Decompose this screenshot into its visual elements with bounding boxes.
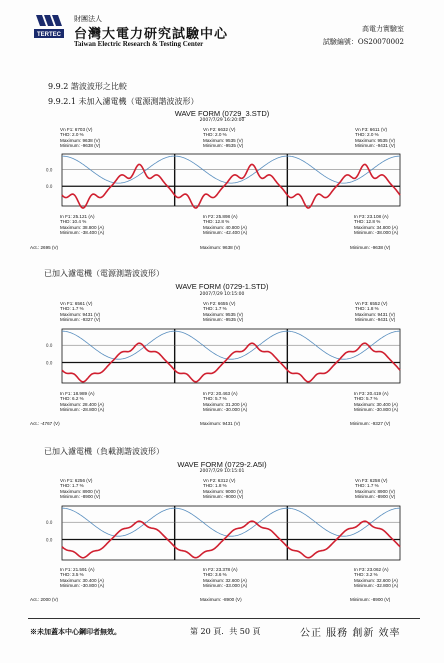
minimum-readout: Minimum: -9327 (V)	[350, 421, 391, 426]
act-readout: Act.: -4767 (V)	[30, 421, 60, 426]
waveform-date: 2007/7/29 10:15:01	[199, 469, 245, 474]
seal-notice: ※未加蓋本中心鋼印者無效。	[30, 627, 121, 636]
axis-tick-label: 0.0	[46, 360, 53, 366]
waveform-date: 2007/7/29 16:20:00	[199, 118, 245, 123]
tertec-logo-icon	[32, 12, 66, 44]
waveform-scope-2	[44, 325, 402, 387]
org-type-label: 財團法人	[74, 15, 102, 23]
voltage-readout-f2: Vn F2: 6312 (V) THD: 1.8 % Maximum: 9000 (V) Minimum: -9000 (V)	[203, 478, 244, 500]
voltage-readout-f3: Vn F3: 6258 (V) THD: 1.7 % Maximum: 8900 (V) Minimum: -8900 (V)	[355, 478, 396, 500]
report-number: 試驗編號：OS20070002	[322, 38, 404, 46]
voltage-readout-f2: Vn F2: 6632 (V) THD: 2.0 % Maximum: 9535 (V) Minimum: -9535 (V)	[203, 127, 244, 149]
scope-frame	[62, 329, 400, 383]
current-readout-f1: In F1: 21.591 (A) THD: 3.5 % Maximum: 30.400 (A) Minimum: -30.800 (A)	[60, 567, 105, 589]
page-number: 第 20 頁．共 50 頁	[190, 627, 261, 636]
minimum-readout: Minimum: -8900 (V)	[350, 597, 391, 602]
minimum-readout: Minimum: -9638 (V)	[350, 245, 391, 250]
current-readout-f1: In F1: 18.989 (A) THD: 6.2 % Maximum: 28.400 (A) Minimum: -28.800 (A)	[60, 391, 105, 413]
waveform-title: WAVE FORM (0729-2.A5I)	[177, 460, 267, 469]
current-readout-f2: In F2: 20.463 (A) THD: 5.7 % Maximum: 31.200 (A) Minimum: -30.000 (A)	[203, 391, 248, 413]
voltage-readout-f3: Vn F3: 6611 (V) THD: 2.0 % Maximum: 9535 (V) Minimum: -9431 (V)	[355, 127, 396, 149]
voltage-readout-f1: Vn F1: 6561 (V) THD: 1.7 % Maximum: 9431 (V) Minimum: -9327 (V)	[60, 301, 101, 323]
current-readout-f2: In F2: 23.378 (A) THD: 3.6 % Maximum: 32.600 (A) Minimum: -33.000 (A)	[203, 567, 248, 589]
axis-tick-label: 0.0	[46, 520, 53, 526]
current-readout-f1: In F1: 25.121 (A) THD: 10.4 % Maximum: 38.800 (A) Minimum: -38.400 (A)	[60, 214, 105, 236]
axis-tick-label: 0.0	[46, 167, 53, 173]
waveform-date: 2007/7/29 10:15:00	[199, 292, 245, 297]
org-motto: 公正 服務 創新 效率	[300, 628, 401, 639]
voltage-readout-f3: Vn F3: 6552 (V) THD: 1.8 % Maximum: 9431 (V) Minimum: -9431 (V)	[355, 301, 396, 323]
org-name-english: Taiwan Electric Research & Testing Center	[74, 40, 204, 48]
footer-divider	[28, 618, 420, 619]
axis-tick-label: 0.0	[46, 343, 53, 349]
maximum-readout: Maximum: 9638 (V)	[200, 245, 241, 250]
subsection-heading: 9.9.2.1 未加入濾電機（電源測諧波波形）	[48, 97, 199, 106]
current-readout-f3: In F3: 23.062 (A) THD: 3.2 % Maximum: 32.600 (A) Minimum: -32.800 (A)	[354, 567, 399, 589]
svg-text:TERTEC: TERTEC	[37, 32, 61, 38]
waveform-scope-1	[44, 150, 402, 210]
act-readout: Act.: 2695 (V)	[30, 245, 59, 250]
report-header	[32, 10, 422, 56]
section-heading: 9.9.2 諧波波形之比較	[48, 82, 127, 91]
lab-name: 高電力實驗室	[362, 25, 404, 33]
axis-tick-label: 0.0	[46, 537, 53, 543]
scope-frame	[62, 154, 400, 206]
voltage-readout-f1: Vn F1: 6703 (V) THD: 2.0 % Maximum: 9638 (V) Minimum: -9638 (V)	[60, 127, 101, 149]
waveform-title: WAVE FORM (0729-1.STD)	[175, 282, 269, 291]
current-readout-f2: In F2: 25.898 (A) THD: 12.8 % Maximum: 40.800 (A) Minimum: -42.400 (A)	[203, 214, 248, 236]
axis-tick-label: 0.0	[46, 184, 53, 190]
act-readout: Act.: 2000 (V)	[30, 597, 59, 602]
panel-caption: 已加入濾電機（電源測諧波波形）	[44, 269, 164, 278]
org-name-chinese: 台灣大電力研究試驗中心	[74, 27, 229, 42]
voltage-readout-f2: Vn F2: 6655 (V) THD: 1.7 % Maximum: 9535 (V) Minimum: -9535 (V)	[203, 301, 244, 323]
panel-caption: 已加入濾電機（負載測諧波波形）	[44, 447, 164, 456]
maximum-readout: Maximum: -8900 (V)	[200, 597, 242, 602]
current-readout-f3: In F3: 23.108 (A) THD: 12.8 % Maximum: 34.800 (A) Minimum: -38.000 (A)	[354, 214, 399, 236]
waveform-scope-3	[44, 502, 402, 564]
maximum-readout: Maximum: 9431 (V)	[200, 421, 241, 426]
voltage-readout-f1: Vn F1: 6256 (V) THD: 1.7 % Maximum: 8900 (V) Minimum: -8900 (V)	[60, 478, 101, 500]
waveform-title: WAVE FORM (0729_3.STD)	[174, 109, 270, 118]
current-readout-f3: In F3: 20.419 (A) THD: 5.7 % Maximum: 30.400 (A) Minimum: -30.800 (A)	[354, 391, 399, 413]
